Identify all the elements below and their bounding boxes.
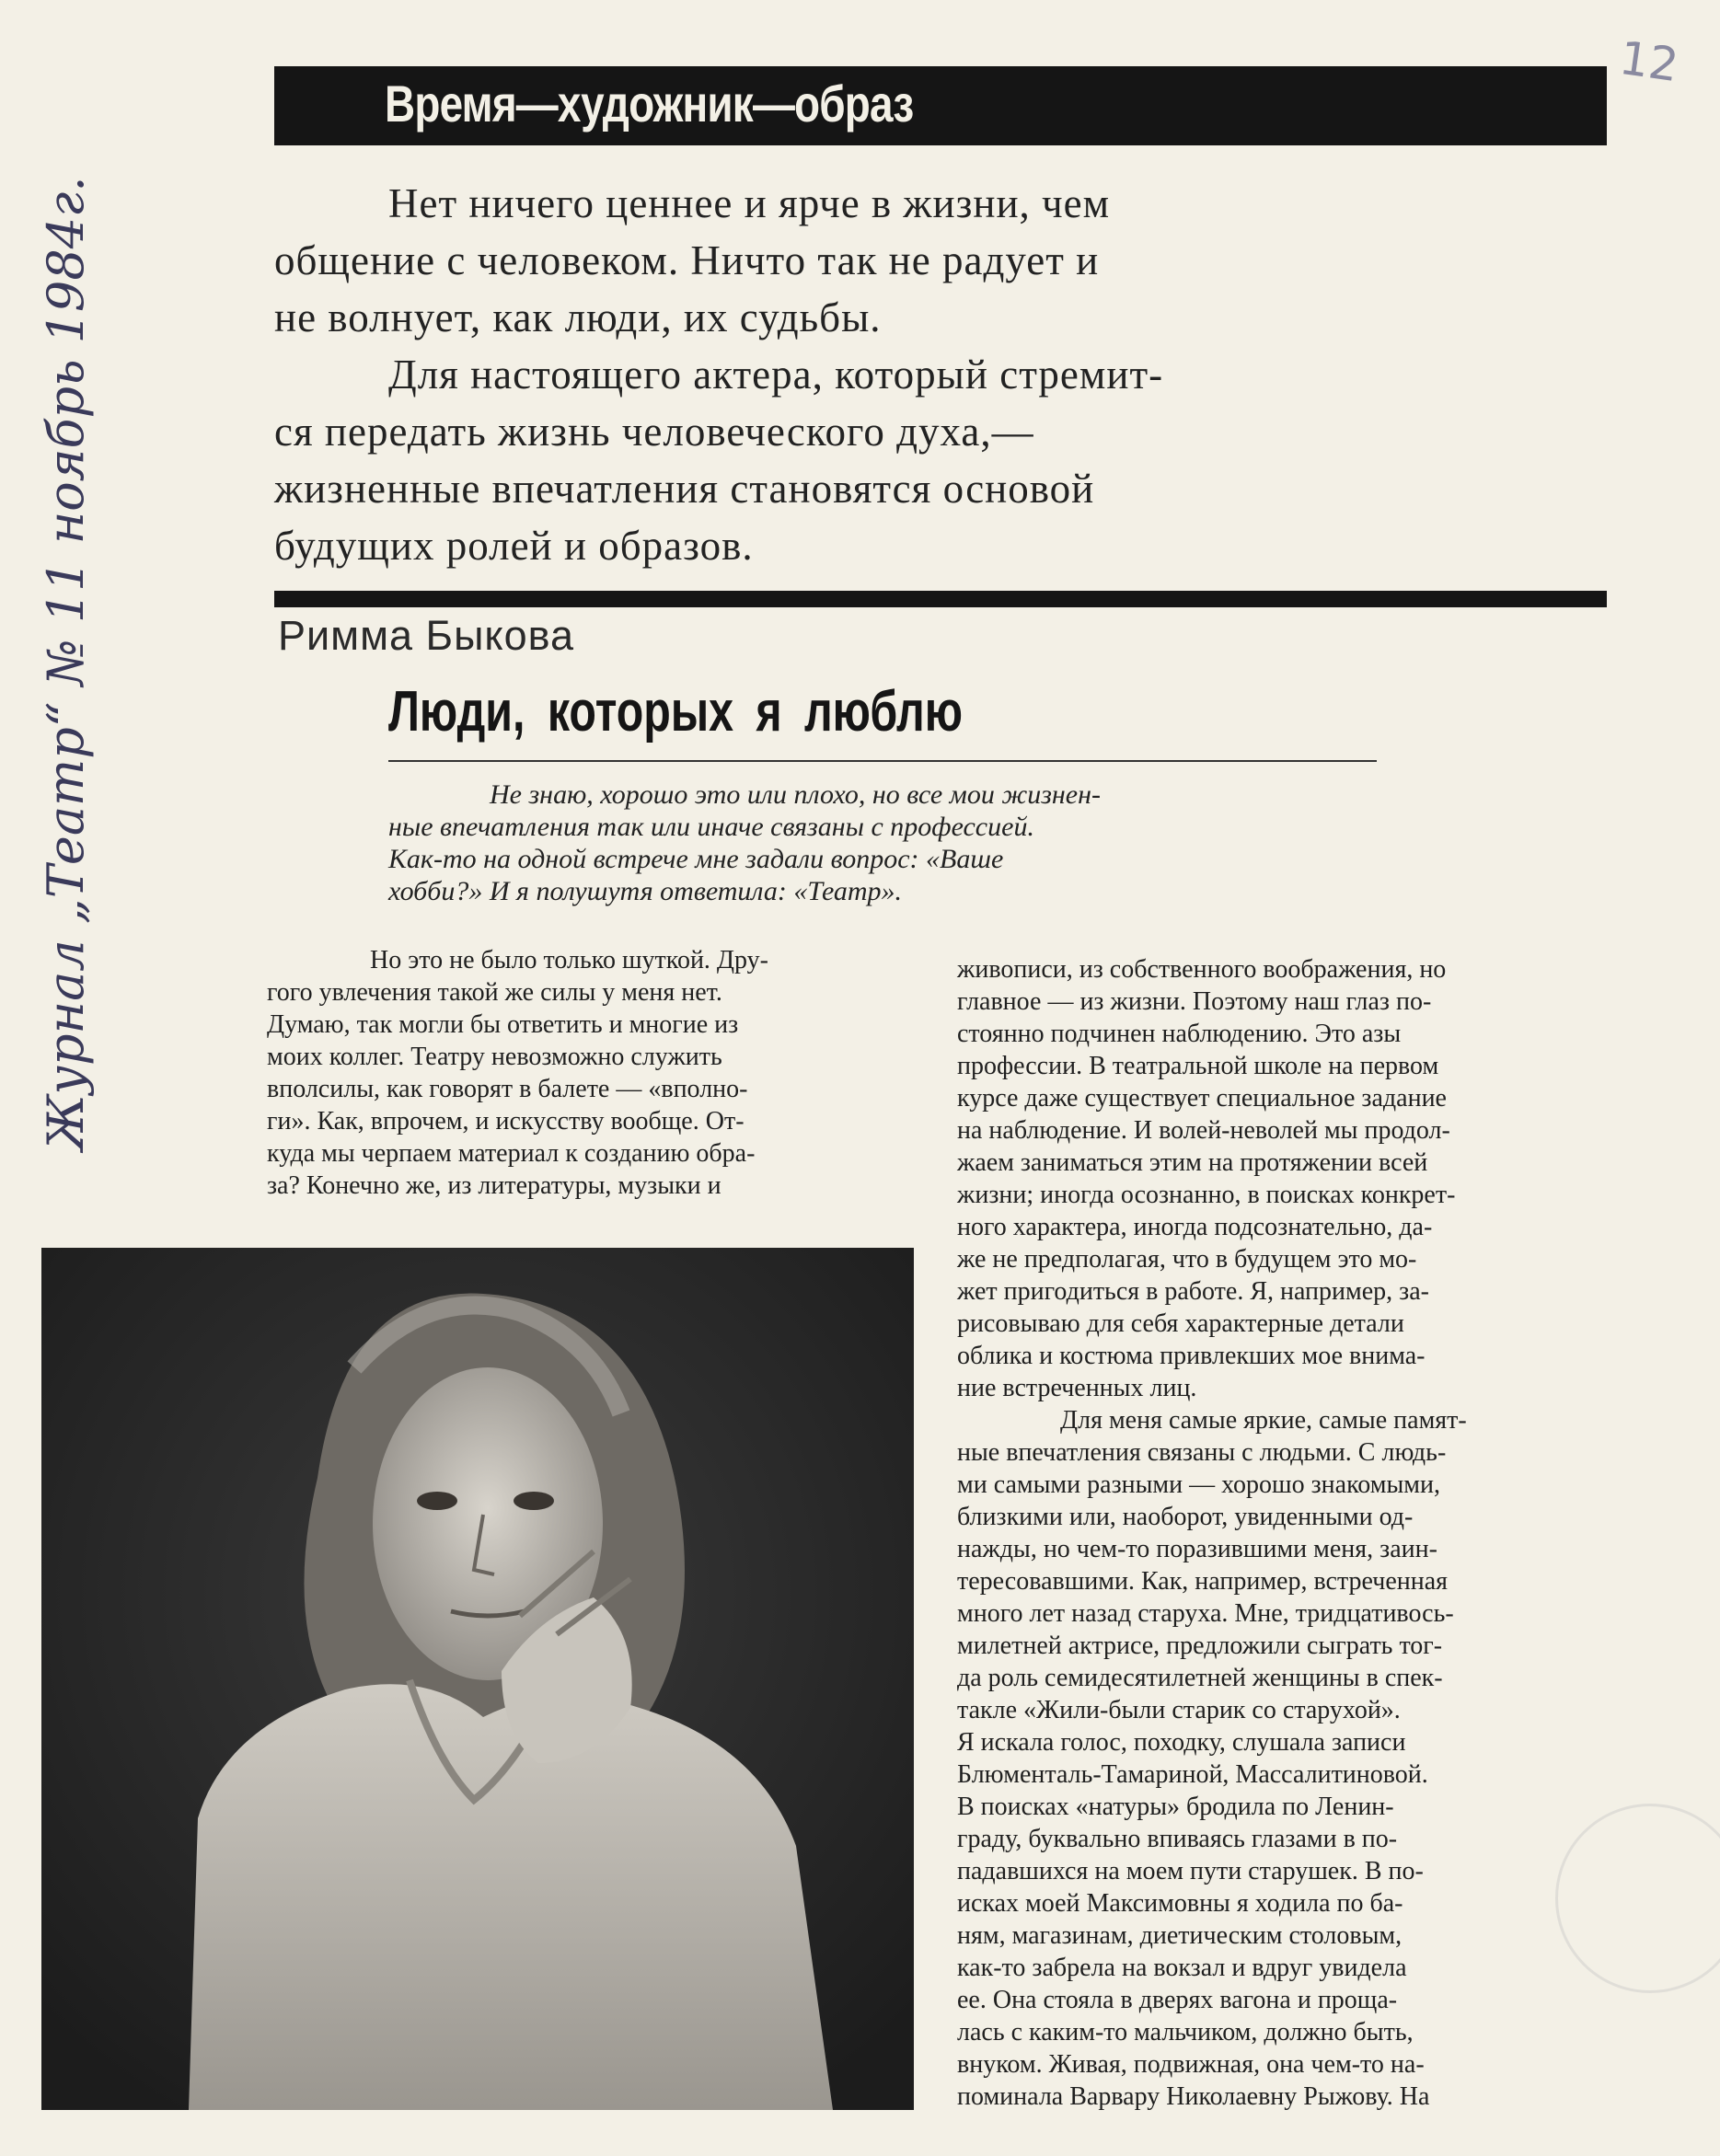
text-line: лась с каким-то мальчиком, должно быть, <box>957 2018 1414 2046</box>
epigraph-line: Как-то на одной встрече мне задали вопрос: «Ваше <box>388 844 1004 874</box>
text-line: облика и костюма привлекших мое внима- <box>957 1342 1426 1370</box>
portrait-illustration <box>41 1248 914 2110</box>
text-line: Но это не было только шуткой. Дру- <box>370 946 768 974</box>
text-line: вполсилы, как говорят в балете — «вполно- <box>267 1075 748 1103</box>
text-line: главное — из жизни. Поэтому наш глаз по- <box>957 987 1432 1016</box>
thick-divider <box>274 591 1607 607</box>
epigraph-line: Не знаю, хорошо это или плохо, но все мои жизнен- <box>490 779 1101 810</box>
text-line: куда мы черпаем материал к созданию обра- <box>267 1139 756 1168</box>
text-line: гого увлечения такой же силы у меня нет. <box>267 978 722 1007</box>
section-header-bar <box>274 66 1607 145</box>
text-line: на наблюдение. И волей-неволей мы продол- <box>957 1116 1450 1145</box>
text-line: В поисках «натуры» бродила по Ленин- <box>957 1793 1394 1821</box>
portrait-photo <box>41 1248 914 2110</box>
text-line: живописи, из собственного воображения, но <box>957 955 1447 984</box>
text-line: профессии. В театральной школе на первом <box>957 1052 1439 1080</box>
text-line: граду, буквально впиваясь глазами в по- <box>957 1825 1398 1853</box>
text-line: ням, магазинам, диетическим столовым, <box>957 1921 1403 1950</box>
intro-line: Нет ничего ценнее и ярче в жизни, чем <box>388 180 1111 226</box>
text-line: Блюменталь-Тамариной, Массалитиновой. <box>957 1760 1428 1789</box>
text-line: за? Конечно же, из литературы, музыки и <box>267 1171 721 1200</box>
right-column-text <box>957 953 1607 2113</box>
page-number: 12 <box>1616 30 1682 93</box>
text-line: Я искала голос, походку, слушала записи <box>957 1728 1406 1757</box>
epigraph-line: ные впечатления так или иначе связаны с профессией. <box>388 812 1034 842</box>
intro-line: ся передать жизнь человеческого духа,— <box>274 409 1034 455</box>
article-title: Люди, которых я люблю <box>388 680 964 744</box>
text-line: ги». Как, впрочем, и искусству вообще. От- <box>267 1107 745 1136</box>
text-line: близкими или, наоборот, увиденными од- <box>957 1503 1414 1531</box>
text-line: внуком. Живая, подвижная, она чем-то на- <box>957 2050 1425 2079</box>
thin-divider <box>388 760 1377 762</box>
text-line: ние встреченных лиц. <box>957 1374 1197 1402</box>
text-line: ного характера, иногда подсознательно, да- <box>957 1213 1433 1241</box>
text-line: моих коллег. Театру невозможно служить <box>267 1043 722 1071</box>
epigraph <box>388 778 1272 907</box>
text-line: исках моей Максимовны я ходила по ба- <box>957 1889 1403 1918</box>
intro-line: общение с человеком. Ничто так не радует и <box>274 237 1100 283</box>
left-column-text <box>267 944 917 1202</box>
text-line: жизни; иногда осознанно, в поисках конкрет- <box>957 1181 1456 1209</box>
text-line: курсе даже существует специальное задание <box>957 1084 1447 1113</box>
text-line: рисовываю для себя характерные детали <box>957 1309 1404 1338</box>
text-line: как-то забрела на вокзал и вдруг увидела <box>957 1954 1407 1982</box>
intro-line: не волнует, как люди, их судьбы. <box>274 294 882 340</box>
text-line: ми самыми разными — хорошо знакомыми, <box>957 1470 1440 1499</box>
text-line: много лет назад старуха. Мне, тридцативось- <box>957 1599 1454 1628</box>
intro-line: жизненные впечатления становятся основой <box>274 466 1095 512</box>
intro-text <box>274 175 1287 574</box>
author-name: Римма Быкова <box>278 612 575 659</box>
text-line: нажды, но чем-то поразившими меня, заин- <box>957 1535 1437 1563</box>
text-line: милетней актрисе, предложили сыграть тог- <box>957 1631 1443 1660</box>
text-line: Думаю, так могли бы ответить и многие из <box>267 1010 739 1039</box>
text-line: да роль семидесятилетней женщины в спек- <box>957 1664 1443 1692</box>
epigraph-line: хобби?» И я полушутя ответила: «Театр». <box>388 876 903 906</box>
text-line: же не предполагая, что в будущем это мо- <box>957 1245 1417 1274</box>
text-line: стоянно подчинен наблюдению. Это азы <box>957 1020 1402 1048</box>
text-line: Для меня самые яркие, самые памят- <box>1060 1406 1467 1435</box>
text-line: падавшихся на моем пути старушек. В по- <box>957 1857 1424 1885</box>
section-title: Время—художник—образ <box>385 75 914 133</box>
intro-line: Для настоящего актера, который стремит- <box>388 352 1164 398</box>
intro-paragraph-1 <box>274 175 1287 346</box>
text-line: поминала Варвару Николаевну Рыжову. На <box>957 2082 1430 2111</box>
text-line: тересовавшими. Как, например, встреченная <box>957 1567 1449 1596</box>
text-line: ные впечатления связаны с людьми. С людь- <box>957 1438 1447 1467</box>
handwritten-margin-note: Журнал „Театр“ № 11 ноябрь 1984г. <box>37 176 95 1150</box>
text-line: такле «Жили-были старик со старухой». <box>957 1696 1401 1724</box>
intro-paragraph-2 <box>274 346 1287 574</box>
intro-line: будущих ролей и образов. <box>274 523 754 569</box>
text-line: жаем заниматься этим на протяжении всей <box>957 1148 1428 1177</box>
text-line: ее. Она стояла в дверях вагона и проща- <box>957 1986 1398 2014</box>
text-line: жет пригодиться в работе. Я, например, за- <box>957 1277 1429 1306</box>
